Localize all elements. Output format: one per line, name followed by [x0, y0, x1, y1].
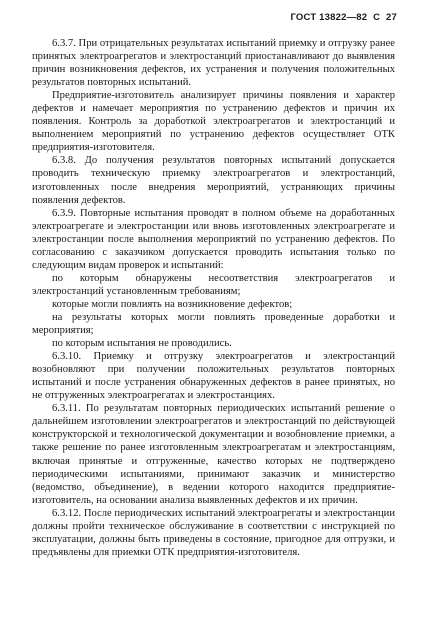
- paragraph-6-3-12: 6.3.12. После периодических испытаний электроагрегаты и электростанции должны пройти техническое обслуживание в соответствии с инструкцией по эксплуатации, должны быть приведены в состояние, пригодное для отгрузки, и предъявлены для приемки ОТК предприятия-изготовителя.: [32, 507, 395, 558]
- document-body: [32, 37, 395, 559]
- paragraph-6-3-11: 6.3.11. По результатам повторных периодических испытаний решение о дальнейшем изготовлении электроагрегатов и электростанций по действующей конструкторской и технологической документации и возобновление приемки, а также решение по ранее изготовленным электроагрегатам и электростанциям, включая принятые и отгруженные, качество которых не подтверждено периодическими испытаниями, принимают заказчик и министерство (ведомство, объединение), в ведении которого находится предприятие-изготовитель, на основании анализа выявленных дефектов и их причин.: [32, 403, 395, 506]
- paragraph-6-3-8: 6.3.8. До получения результатов повторных испытаний допускается проводить техническую приемку электроагрегатов и электростанций, изготовленных после внедрения мероприятий, устраняющих причины появления дефектов.: [32, 155, 395, 206]
- page-label: С: [373, 12, 381, 23]
- paragraph-6-3-7: 6.3.7. При отрицательных результатах испытаний приемку и отгрузку ранее принятых электроагрегатов и электростанций приостанавливают до выявления причин возникновения дефектов, их устранения и получения положительных результатов повторных испытаний.: [32, 38, 395, 89]
- standard-designation: ГОСТ 13822—82: [290, 12, 368, 23]
- list-item-defect-influence: которые могли повлиять на возникновение дефектов;: [52, 298, 293, 310]
- paragraph-6-3-9: 6.3.9. Повторные испытания проводят в полном объеме на доработанных электроагрегате и электростанции или вновь изготовленных электроагрегате и электростанции после выполнения мероприятий по устранению дефектов. По согласованию с заказчиком допускается проводить испытания только по следующим видам проверок и испытаний:: [32, 207, 395, 271]
- list-item-rework-influence: на результаты которых могли повлиять проведенные доработки и мероприятия;: [32, 311, 395, 337]
- paragraph-analysis: Предприятие-изготовитель анализирует причины появления и характер дефектов и намечает мероприятия по устранению дефектов и причин их появления. Контроль за доработкой электроагрегатов и электростанций и выполнением мероприятий по устранению дефектов осуществляет ОТК предприятия-изготовителя.: [32, 90, 395, 154]
- paragraph-6-3-10: 6.3.10. Приемку и отгрузку электроагрегатов и электростанций возобновляют при получении положительных результатов повторных испытаний и после устранения обнаруженных дефектов в ранее принятых, но не отгруженных электроагрегатах и электростанциях.: [32, 351, 395, 402]
- list-item-not-tested: по которым испытания не проводились.: [52, 338, 232, 350]
- list-item-nonconformities: по которым обнаружены несоответствия электроагрегатов и электростанций установленным требованиям;: [32, 272, 395, 297]
- page-header: [287, 12, 397, 23]
- page-number: 27: [386, 12, 397, 23]
